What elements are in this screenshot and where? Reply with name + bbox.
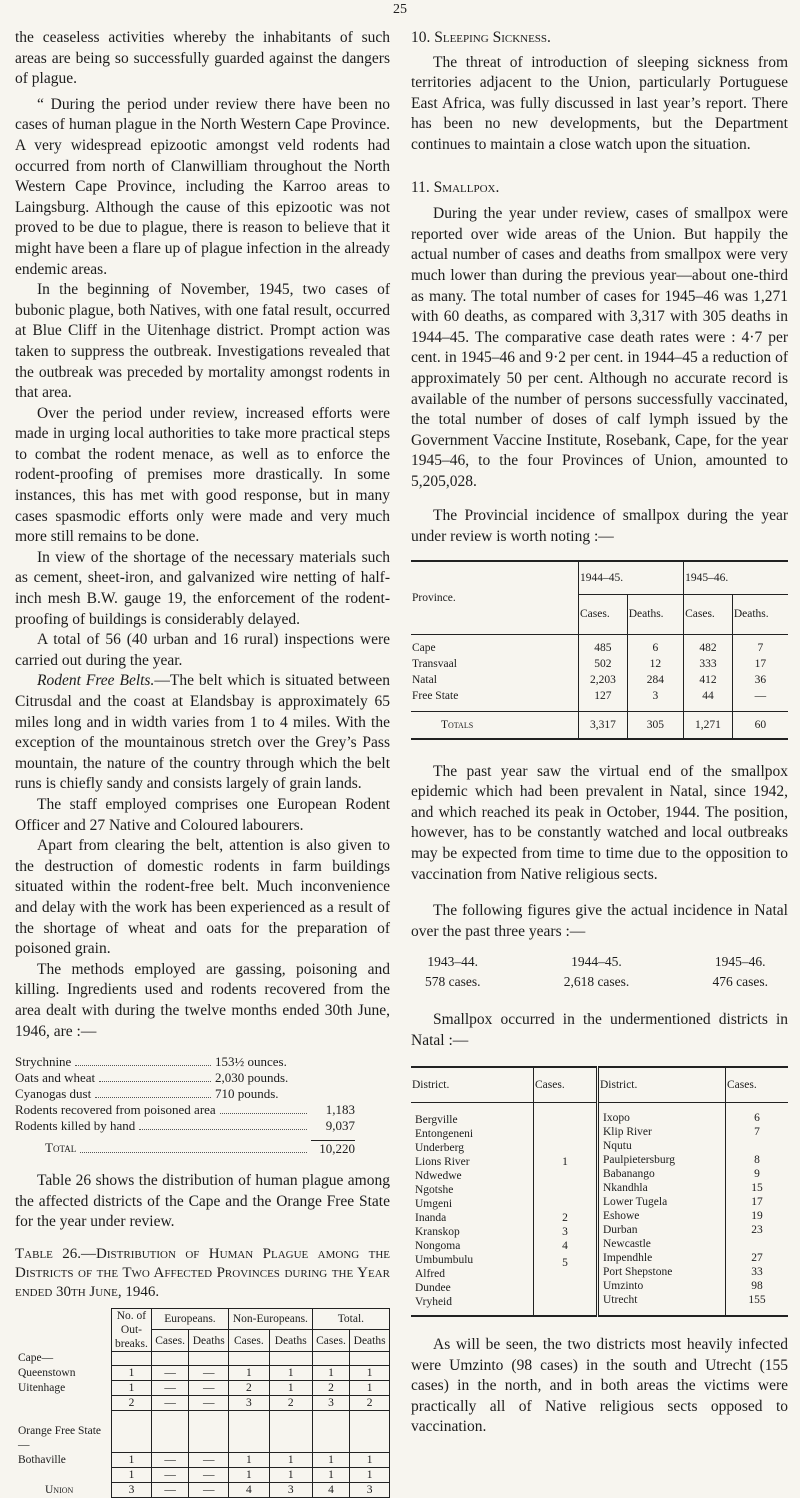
district-name: Newcastle	[603, 1238, 651, 1251]
group-title: Cape—	[18, 1352, 54, 1365]
paragraph: The methods employed are gassing, poisoning and killing. Ingredients used and rodents recovered from the area dealt with during the twelve months ended 30th June, 1946, are :—	[15, 960, 390, 1040]
district-name: Umzinto	[603, 1280, 644, 1293]
district-group	[415, 1211, 529, 1239]
case-count: 17	[751, 1196, 763, 1209]
district-name: Ngotshe	[415, 1184, 454, 1197]
row-name: Free State	[411, 688, 579, 712]
union-label: Union	[45, 1483, 74, 1496]
union-row	[15, 1482, 390, 1497]
item-qty: 710 pounds.	[215, 1086, 279, 1102]
list-item	[15, 1070, 355, 1086]
inline-heading: Rodent Free Belts.	[37, 672, 155, 690]
list-item	[15, 1054, 355, 1070]
right-column	[411, 28, 788, 1438]
district-name: Nqutu	[603, 1140, 632, 1153]
natal-districts-table	[411, 1066, 788, 1318]
cell: 1	[269, 1467, 312, 1482]
header-district: District.	[598, 1067, 726, 1103]
item-label: Strychnine	[15, 1054, 72, 1070]
table-row	[15, 1365, 390, 1380]
table-row	[15, 1452, 390, 1467]
district-name: Lions River	[415, 1156, 470, 1169]
paragraph: In the beginning of November, 1945, two cases of bubonic plague, both Natives, with one fatal result, occurred at Blue Cliff in the Uitenhage district. Prompt action was taken to suppress the outbreak. Investigations revealed that the outbreak was preceded by mortality amongst rodents in that area.	[15, 281, 390, 402]
cell: 485	[579, 634, 628, 656]
list-item	[15, 1102, 355, 1118]
header-cases: Cases.	[151, 1330, 188, 1352]
cell: 4	[229, 1482, 270, 1497]
header-cases: Cases.	[684, 594, 733, 634]
item-label: Rodents recovered from poisoned area	[15, 1102, 216, 1118]
paragraph: As will be seen, the two districts most heavily infected were Umzinto (98 cases) in the south and Utrecht (155 cases) in the north, and in both areas the victims were practically all of Native religious sects opposed to vaccination.	[411, 1336, 788, 1436]
paragraph: “ During the period under review there have been no cases of human plague in the North Western Cape Province. A very widespread epizootic amongst veld rodents had occurred from north of Clanwilliam throughout the North Western Cape Province, including the Karroo areas to Laingsburg. Although the cause of this epizootic was not proved to be due to plague, there is reason to believe that it might have been a flare up of plague infection in the already endemic areas.	[15, 95, 390, 278]
cell: 1	[112, 1365, 152, 1380]
cell: 2	[229, 1380, 270, 1395]
district-name: Durban	[603, 1224, 638, 1237]
case-count: 9	[754, 1168, 760, 1181]
header-deaths: Deaths	[189, 1330, 229, 1352]
paragraph: During the year under review, cases of smallpox were reported over wide areas of the Union. But happily the actual number of cases and deaths from smallpox were very much lower than during the previous year—about one-third as many. The total number of cases for 1945–46 was 1,271 with 60 deaths, as compared with 3,317 with 305 deaths in 1944–45. The comparative case death rates were : 4·7 per cent. in 1945–46 and 9·2 per cent. in 1944–45 a reduction of approximately 50 per cent. Although no accurate record is available of the number of persons successfully vaccinated, the total number of doses of calf lymph issued by the Government Vaccine Institute, Rosebank, Cape, for the year 1945–46, to the four Provinces of Union, amounted to 5,205,028.	[411, 205, 788, 490]
case-count: 23	[751, 1224, 763, 1237]
case-count: 27	[751, 1252, 763, 1265]
header-deaths: Deaths	[350, 1330, 390, 1352]
header-year-1: 1944–45.	[579, 561, 684, 595]
item-qty: 153½ ounces.	[215, 1054, 287, 1070]
case-count: 3	[562, 1226, 568, 1239]
totals-row	[411, 711, 788, 739]
header-deaths: Deaths	[269, 1330, 312, 1352]
cell: 3	[312, 1395, 349, 1410]
district-name: Umgeni	[415, 1198, 453, 1211]
cell: 3	[229, 1395, 270, 1410]
header-non-europeans: Non-Europeans.	[229, 1308, 313, 1330]
cell: 2,203	[579, 672, 628, 688]
cell: —	[151, 1395, 188, 1410]
cell: 1,271	[684, 711, 733, 739]
table-26	[15, 1308, 390, 1498]
cell: 482	[684, 634, 733, 656]
paragraph-text: —The belt which is situated between Citrusdal and the coast at Elandsbay is approximately 65 miles long and in width varies from 1 to 4 miles. With the exception of the mountainous stretch over the Grey’s Pass mountain, the nature of the country through which the belt runs is chiefly sandy and consists largely of grain lands.	[15, 672, 390, 793]
district-name: Kranskop	[415, 1226, 460, 1239]
paragraph: The past year saw the virtual end of the smallpox epidemic which had been prevalent in Natal, since 1942, and which reached its peak in October, 1944. The position, however, has to be constantly watched and local outbreaks may be expected from time to time due to the opposition to vaccination from Native religious sects.	[411, 762, 788, 883]
cell: 284	[627, 672, 683, 688]
cell: 6	[627, 634, 683, 656]
row-name: Uitenhage	[18, 1381, 66, 1394]
section-heading-smallpox: 11. Smallpox.	[411, 178, 500, 196]
district-name: Eshowe	[603, 1210, 640, 1223]
cell: 3	[627, 688, 683, 712]
district-name: Paulpietersburg	[603, 1154, 675, 1167]
cell: 2	[350, 1395, 390, 1410]
cell: —	[754, 689, 767, 702]
total-label: Total	[45, 1140, 77, 1156]
paragraph: The following figures give the actual incidence in Natal over the past three years :—	[411, 902, 788, 940]
table-row	[15, 1351, 390, 1365]
district-name: Underberg	[415, 1142, 464, 1155]
cell: 4	[312, 1482, 349, 1497]
year-label: 1945–46.	[714, 954, 766, 970]
paragraph: Table 26 shows the distribution of human plague among the affected districts of the Cape and the Orange Free State for the year under review.	[15, 1172, 390, 1231]
case-count: 19	[751, 1210, 763, 1223]
header-outbreaks: No. of Out-breaks.	[112, 1308, 152, 1351]
cell: 1	[229, 1467, 270, 1482]
year-block	[564, 952, 630, 992]
total-row	[15, 1140, 355, 1157]
cell: —	[189, 1467, 229, 1482]
case-count: 1	[562, 1156, 568, 1169]
district-name: Klip River	[603, 1126, 652, 1139]
case-count: 4	[562, 1240, 568, 1253]
district-name: Dundee	[415, 1282, 451, 1295]
table-row	[411, 672, 788, 688]
paragraph: Apart from clearing the belt, attention is also given to the destruction of domestic rodents in farm buildings situated within the rodent-free belt. Much inconvenience and delay with the work has been experienced as a result of the shortage of wheat and oats for the preparation of poisoned grain.	[15, 837, 390, 958]
header-year-2: 1945–46.	[684, 561, 788, 595]
cell: 1	[112, 1467, 152, 1482]
district-name: Bergville	[415, 1114, 458, 1127]
header-deaths: Deaths.	[627, 594, 683, 634]
case-count: 155	[748, 1294, 766, 1307]
year-label: 1943–44.	[427, 954, 479, 970]
list-item	[15, 1118, 355, 1134]
cell: —	[151, 1365, 188, 1380]
cell: —	[189, 1482, 229, 1497]
case-count: 33	[751, 1266, 763, 1279]
cell: 1	[350, 1467, 390, 1482]
year-label: 1944–45.	[571, 954, 622, 970]
header-europeans: Europeans.	[151, 1308, 228, 1330]
paragraph: The staff employed comprises one European Rodent Officer and 27 Native and Coloured labourers.	[15, 795, 390, 834]
total-value: 10,220	[311, 1140, 355, 1157]
header-cases: Cases.	[229, 1330, 270, 1352]
header-cases: Cases.	[534, 1067, 598, 1103]
header-province: Province.	[411, 561, 579, 635]
natal-years	[411, 952, 788, 992]
cell: 12	[627, 656, 683, 672]
case-count: 2	[562, 1212, 568, 1225]
case-count: 7	[754, 1126, 760, 1139]
header-cases: Cases.	[726, 1067, 789, 1103]
item-qty: 2,030 pounds.	[215, 1070, 289, 1086]
cell: 1	[269, 1365, 312, 1380]
cell: 3,317	[579, 711, 628, 739]
row-name: Queenstown	[18, 1366, 76, 1379]
left-column	[15, 28, 390, 1498]
cell: 1	[269, 1452, 312, 1467]
header-cases: Cases.	[312, 1330, 349, 1352]
year-cases: 476 cases.	[712, 974, 768, 990]
right-case-list	[726, 1103, 789, 1317]
district-name: Utrecht	[603, 1294, 638, 1307]
case-count: 15	[751, 1182, 763, 1195]
district-name: Port Shepstone	[603, 1266, 673, 1279]
cell: 2	[269, 1395, 312, 1410]
materials-list	[15, 1054, 355, 1157]
item-count: 9,037	[325, 1118, 355, 1134]
case-count: 8	[754, 1154, 760, 1167]
section-heading-sleeping-sickness: 10. Sleeping Sickness.	[411, 29, 551, 46]
district-name: Impendhle	[603, 1252, 653, 1265]
cell: 60	[732, 711, 788, 739]
cell: 2	[112, 1395, 152, 1410]
cell: 1	[312, 1452, 349, 1467]
district-name: Nkandhla	[603, 1182, 648, 1195]
district-name: Babanango	[603, 1168, 655, 1181]
cell: 17	[754, 657, 767, 670]
cell: 127	[579, 688, 628, 712]
item-label: Rodents killed by hand	[15, 1118, 136, 1134]
header-deaths: Deaths.	[732, 594, 788, 634]
table-row	[15, 1380, 390, 1395]
district-name: Lower Tugela	[603, 1196, 668, 1209]
cell: —	[151, 1380, 188, 1395]
subtotal-row	[15, 1395, 390, 1410]
table-row	[15, 1410, 390, 1452]
district-name: Ixopo	[603, 1112, 630, 1125]
year-block	[713, 952, 768, 992]
header-cases: Cases.	[579, 594, 628, 634]
row-name: Transvaal	[411, 656, 579, 672]
case-count: 98	[751, 1280, 763, 1293]
cell: —	[189, 1365, 229, 1380]
district-name: Ndwedwe	[415, 1170, 462, 1183]
left-case-list	[534, 1103, 598, 1317]
district-name: Nongoma	[415, 1240, 461, 1253]
totals-label: Totals	[411, 711, 579, 739]
cell: 2	[312, 1380, 349, 1395]
year-cases: 578 cases.	[425, 974, 481, 990]
cell: 305	[627, 711, 683, 739]
case-count: 6	[754, 1112, 760, 1125]
cell: —	[189, 1380, 229, 1395]
paragraph: Smallpox occurred in the undermentioned districts in Natal :—	[411, 1011, 788, 1049]
row-name: Bothaville	[18, 1453, 66, 1466]
paragraph-rodent-free-belts	[15, 671, 390, 795]
paragraph: the ceaseless activities whereby the inhabitants of such areas are being so successfully guarded against the dangers of plague.	[15, 29, 390, 88]
case-count: 5	[562, 1257, 568, 1270]
header-district: District.	[411, 1067, 534, 1103]
cell: 44	[684, 688, 733, 712]
item-label: Cyanogas dust	[15, 1086, 92, 1102]
cell: 502	[579, 656, 628, 672]
cell: 1	[229, 1452, 270, 1467]
year-cases: 2,618 cases.	[563, 974, 630, 990]
left-district-list	[411, 1103, 534, 1317]
row-name: Natal	[411, 672, 579, 688]
cell: —	[189, 1395, 229, 1410]
cell: 1	[112, 1380, 152, 1395]
cell: 1	[312, 1365, 349, 1380]
cell: 1	[312, 1467, 349, 1482]
item-label: Oats and wheat	[15, 1070, 96, 1086]
cell: 1	[350, 1380, 390, 1395]
cell: 1	[350, 1452, 390, 1467]
district-name: Umbumbulu	[415, 1254, 474, 1267]
cell: 1	[229, 1365, 270, 1380]
subtotal-row	[15, 1467, 390, 1482]
table-row	[411, 634, 788, 656]
right-district-list	[598, 1103, 726, 1317]
paragraph: A total of 56 (40 urban and 16 rural) inspections were carried out during the year.	[15, 631, 390, 669]
smallpox-province-table	[411, 560, 788, 740]
header-total: Total.	[312, 1308, 389, 1330]
list-item	[15, 1086, 355, 1102]
cell: —	[189, 1452, 229, 1467]
paragraph: The Provincial incidence of smallpox during the year under review is worth noting :—	[411, 507, 788, 546]
cell: 333	[684, 656, 733, 672]
row-name: Cape	[411, 634, 579, 656]
paragraph: The threat of introduction of sleeping sickness from territories adjacent to the Union, particularly Portuguese East Africa, was fully discussed in last year’s report. There has been no new developments, but the Department continues to maintain a close watch upon the situation.	[411, 53, 788, 153]
cell: 7	[757, 641, 764, 654]
cell: 1	[269, 1380, 312, 1395]
district-name: Inanda	[415, 1212, 447, 1225]
district-name: Entongeneni	[415, 1128, 474, 1141]
district-group	[415, 1267, 529, 1309]
cell: 3	[350, 1482, 390, 1497]
cell: —	[151, 1467, 188, 1482]
district-name: Vryheid	[415, 1296, 452, 1309]
district-name: Alfred	[415, 1268, 446, 1281]
group-title: Orange Free State—	[18, 1425, 102, 1452]
paragraph: In view of the shortage of the necessary materials such as cement, sheet-iron, and galvanized wire netting of half-inch mesh B.W. gauge 19, the enforcement of the rodent-proofing of buildings is considerably delayed.	[15, 548, 390, 628]
table-row	[411, 656, 788, 672]
item-count: 1,183	[325, 1102, 355, 1118]
cell: 3	[112, 1482, 152, 1497]
district-group	[415, 1113, 529, 1211]
cell: —	[151, 1482, 188, 1497]
year-block	[425, 952, 480, 992]
cell: 1	[112, 1452, 152, 1467]
paragraph: Over the period under review, increased efforts were made in urging local authorities to take more practical steps to combat the rodent menace, as well as to enforce the rodent-proofing of premises more drastically. In some instances, this has met with good response, but in many cases spasmodic efforts only were made and very much more still remains to be done.	[15, 404, 390, 546]
cell: 36	[754, 673, 767, 686]
table-26-title: Table 26.—Distribution of Human Plague among the Districts of the Two Affected Provinces during the Year ended 30th June, 1946.	[15, 1245, 390, 1300]
table-row	[411, 688, 788, 712]
cell: 412	[684, 672, 733, 688]
page-number: 25	[393, 2, 407, 17]
cell: 3	[269, 1482, 312, 1497]
cell: —	[151, 1452, 188, 1467]
cell: 1	[350, 1365, 390, 1380]
